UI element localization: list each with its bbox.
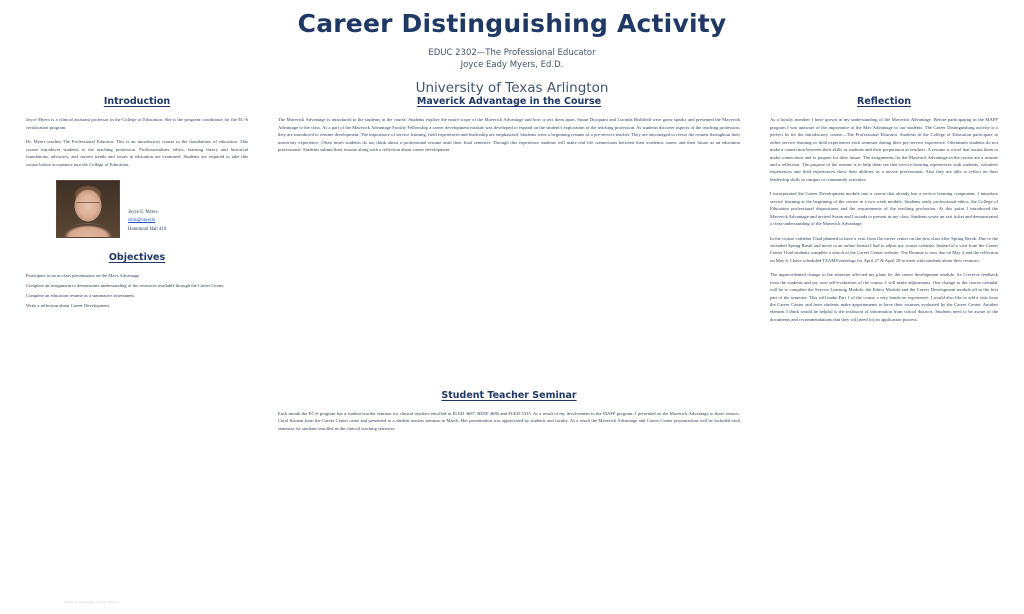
objectives-heading: Objectives — [108, 252, 166, 264]
profile-office: Hammond Hall 410 — [128, 226, 167, 232]
page-title: Career Distinguishing Activity — [297, 9, 727, 38]
poster-header — [0, 0, 1024, 97]
institution-line: University of Texas Arlington — [415, 80, 609, 97]
introduction-heading: Introduction — [103, 96, 171, 107]
reflection-heading: Reflection — [857, 96, 911, 107]
profile-block — [26, 180, 248, 238]
poster-subtitle — [0, 47, 1024, 72]
profile-contact — [128, 209, 166, 238]
reflection-paragraph: In the course calendar I had planned to have a visit from the career center on the first class after Spring Break. Due to the extended Spring Break and move to an online format I had to adjust my course calendar. Instead of a visit from the Career Center I had students complete a search of the Career Center website. The Resume is now due on May 4 and the reflection on May 6. I have scheduled TEAMS meetings for April 27 & April 29 to meet with students about their resumes. — [770, 235, 998, 263]
profile-email-link[interactable]: sims@uta.edu — [128, 218, 156, 224]
reflection-paragraph: The unprecedented change to the semester affected my plans for the career development module. As I receive feedback from the students and my own self-evaluation of the course, I will make adjustments. One change to the course calendar will be to complete the Service Learning Module, the Ethics Module and the Career Development module all in the first part of the semester. This will make Part 1 of the course a very hands-on experience. I would also like to add a visit from the Career Center and have students make appointments to have their resumes evaluated by the Career Center. Another element I think would be helpful is the inclusion of information from school districts. Students need to be aware of the documents and recommendations that they will need for an application process. — [770, 272, 998, 322]
section-maverick-advantage — [278, 96, 740, 154]
section-introduction — [26, 96, 248, 168]
objectives-list — [26, 272, 248, 309]
profile-name: Joyce E. Myers — [128, 209, 158, 215]
course-line: EDUC 2302—The Professional Educator — [428, 47, 596, 58]
list-item: Complete an assignment to demonstrate understanding of the resources available through the Career Center. — [26, 283, 225, 289]
right-column — [770, 96, 998, 434]
student-teacher-seminar-paragraph: Each month the EC-6 program has a student teacher seminar for clinical teachers enrolled in ELED 4687, BEEP 4686 and ELED 5315. As a result of my involvement in the MAFF program, I presented on the Maverick Advantage to these seniors. Carol Kinnan from the Career Center came and presented to a student teacher seminar in March. Her presentation was appreciated by students and faculty. As a result the Maverick Advantage and Career Center presentations will be included each semester for students enrolled in the clinical teaching semester. — [278, 410, 740, 431]
footer-watermark: Maverick Advantage Faculty Fellows — [64, 600, 120, 604]
left-column — [26, 96, 248, 434]
maverick-advantage-heading: Maverick Advantage in the Course — [416, 96, 602, 107]
list-item: Participate in an in-class presentation on the Mavs Advantage — [26, 273, 140, 279]
maverick-advantage-paragraph: The Maverick Advantage is introduced to the students in the course. Students explore the entire scope of the Maverick Advantage and how it sets them apart. Susan Docquant and Lucinda Bishfield were guest speaks and presented the Maverick Advantage to the class. As a part of the Maverick Advantage Faculty Fellowship a career development module was developed to expand on the student's exploration of the teaching profession. As students discover aspects of the teaching profession, they are introduced to resume development. The importance of service learning, field experiences and leadership are emphasized. Students write a beginning resume as a pre-service teacher. They are encouraged to revise the resume throughout their university experience. Often times students do not think about a professional resume until their final semester. Through this experience students will make real life connections between their academic career and their future as an education professional. Students submit their resume along with a reflection about career development. — [278, 117, 740, 153]
section-reflection — [770, 96, 998, 323]
list-item: Write a reflection about Career Development. — [26, 303, 110, 309]
list-item: Complete an education resume as a summative assessment. — [26, 293, 135, 299]
avatar — [56, 180, 120, 238]
reflection-paragraph: I incorporated the Career Development module into a course that already has a service learning component. I introduce service learning at the beginning of the course in a two week module. Students study professional ethics, the College of Education professional dispositions and the requirements of the teaching profession. At this point I introduced the Maverick Advantage and invited Susan and Lucinda to present in my class. Students wrote an exit ticket and demonstrated a clear understanding of the Maverick Advantage. — [770, 191, 998, 227]
introduction-paragraph: Joyce Myers is a clinical assistant professor in the College of Education. She is the program coordinator for the EC-6 certification program. — [26, 117, 248, 130]
student-teacher-seminar-heading: Student Teacher Seminar — [441, 389, 577, 401]
author-line: Joyce Eady Myers, Ed.D. — [460, 60, 564, 71]
introduction-paragraph: Dr. Myers teaches The Professional Educator. This is an introductory course to the foundations of education. This course introduces students to the teaching profession. Professionalism, ethics, learning theory and historical foundations, advocacy, and current trends and issues in education are examined. Students are required to take this course before acceptance into the College of Education. — [26, 139, 248, 167]
section-student-teacher-seminar — [278, 390, 740, 433]
poster-columns — [0, 96, 1024, 434]
section-objectives — [26, 252, 248, 310]
center-column — [274, 96, 744, 434]
reflection-paragraph: As a faculty member I have grown in my understanding of the Maverick Advantage. Before participating in the MAFF program I was unaware of the importance of the Mav Advantage to our students. The Career Distinguishing activity is a perfect fit for the introductory course—The Professional Educator. Students in the College of Education participate in either service learning or field experiences each semester during their pre-service experience. Oftentimes students do not make a connection between their skills as students and their preparation as teachers. A resume is a tool that assists them to make connections and to prepare for their future. The assignments for the Maverick Advantage in the course are a resume and a reflection. The purpose of the resume is to help them see that service learning experiences with students, volunteer experiences and field experiences show their abilities as a novice professional. Also they are able to reflect on their leadership skills in campus or community activities. — [770, 117, 998, 182]
